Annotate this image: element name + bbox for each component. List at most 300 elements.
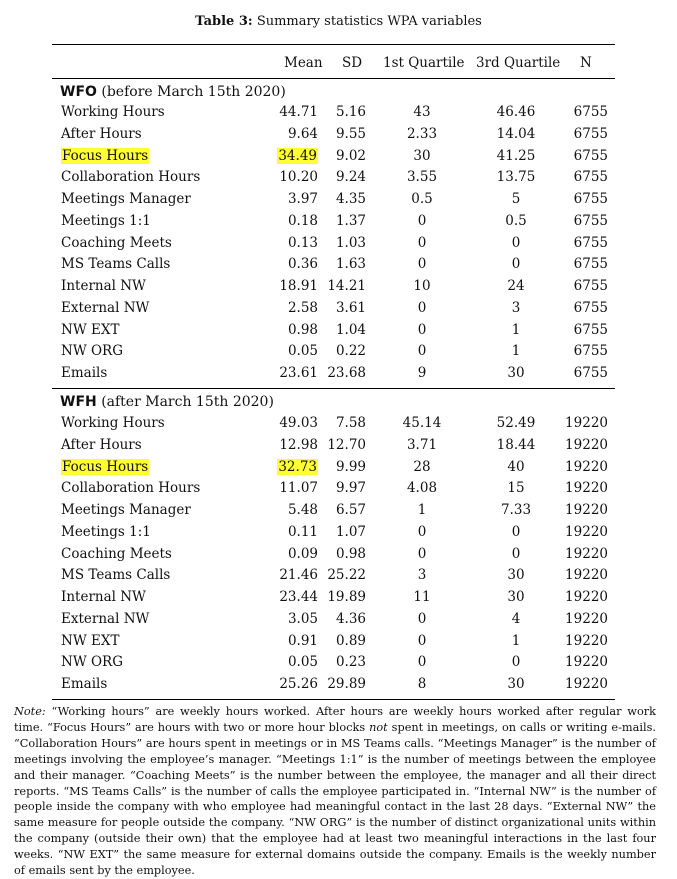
cell-label-text: Meetings 1:1: [61, 212, 151, 229]
cell-q1: [380, 654, 464, 670]
cell-q1-text: 3: [417, 567, 427, 584]
cell-sd: [318, 191, 366, 207]
cell-q1-text: 10: [413, 278, 431, 294]
cell-sd-text: 7.58: [335, 415, 366, 431]
cell-mean-text: 0.18: [287, 212, 318, 229]
cell-label: [61, 322, 119, 338]
cell-sd: [318, 365, 366, 381]
cell-label-text: Coaching Meets: [61, 545, 172, 562]
cell-mean-text: 32.73: [278, 458, 317, 475]
cell-sd: [318, 126, 366, 142]
table-row: [0, 278, 677, 300]
cell-q1-text: 3.71: [406, 436, 438, 453]
cell-q1: [380, 343, 464, 359]
cell-mean: [270, 343, 318, 359]
cell-mean: [270, 365, 318, 381]
cell-mean: [270, 654, 318, 670]
cell-q3: [474, 546, 558, 562]
cell-q1: [380, 322, 464, 338]
cell-sd-text: 12.70: [327, 436, 366, 453]
cell-label: [61, 191, 191, 207]
cell-q3: [474, 235, 558, 251]
cell-sd: [318, 148, 366, 164]
cell-label-text: Meetings 1:1: [61, 523, 151, 540]
cell-label: [61, 437, 142, 453]
cell-n-text: 6755: [573, 256, 608, 273]
cell-n: [560, 169, 608, 185]
cell-sd-text: 5.16: [335, 104, 366, 120]
cell-sd-text: 0.22: [335, 343, 366, 360]
cell-q1-text: 4.08: [406, 480, 438, 497]
cell-n-text: 6755: [573, 234, 608, 251]
cell-label-text: Emails: [61, 365, 108, 381]
cell-q3-text: 13.75: [496, 169, 536, 186]
cell-q1-text: 0.5: [411, 191, 433, 207]
table-note: [14, 704, 656, 879]
cell-sd-text: 0.98: [335, 545, 366, 562]
cell-label-text: Meetings Manager: [61, 191, 191, 207]
cell-q3: [474, 589, 558, 605]
cell-n: [560, 365, 608, 381]
table-row: [0, 633, 677, 655]
cell-mean-text: 44.71: [279, 104, 318, 120]
cell-n: [560, 676, 608, 692]
cell-mean-text: 23.44: [279, 589, 318, 605]
cell-q1-text: 0: [417, 545, 427, 562]
cell-n: [560, 213, 608, 229]
cell-q3-text: 0: [511, 256, 521, 273]
cell-n-text: 19220: [565, 589, 608, 605]
table-row: [0, 415, 677, 437]
cell-sd-text: 25.22: [327, 567, 366, 584]
cell-q3-text: 5: [511, 191, 521, 207]
cell-label-text: Coaching Meets: [61, 234, 172, 251]
section-divider-rule: [52, 388, 615, 389]
cell-sd-text: 1.04: [335, 321, 366, 338]
cell-q1-text: 0: [417, 299, 427, 316]
cell-mean-text: 0.09: [287, 545, 318, 562]
cell-sd-text: 9.55: [335, 125, 366, 142]
cell-mean-text: 0.36: [287, 256, 318, 273]
cell-label: [61, 654, 123, 670]
cell-n-text: 19220: [565, 610, 608, 627]
cell-n: [560, 126, 608, 142]
cell-sd: [318, 343, 366, 359]
cell-label: [61, 633, 119, 649]
cell-q1: [380, 415, 464, 431]
table-row: [0, 300, 677, 322]
section-title-wfo-rest: (before March 15th 2020): [101, 84, 286, 100]
cell-label-text: Internal NW: [61, 278, 146, 294]
table-row: [0, 104, 677, 126]
cell-q3-text: 0.5: [505, 212, 527, 229]
cell-q3: [474, 256, 558, 272]
cell-q1-text: 43: [413, 104, 431, 120]
cell-q1: [380, 502, 464, 518]
cell-sd-text: 3.61: [335, 299, 366, 316]
note-not-emphasis: not: [369, 720, 388, 734]
cell-sd-text: 9.02: [335, 147, 366, 164]
cell-q3-text: 30: [507, 365, 525, 381]
cell-mean: [270, 676, 318, 692]
cell-n: [560, 654, 608, 670]
cell-label: [61, 676, 107, 692]
cell-mean: [270, 235, 318, 251]
cell-q3: [474, 300, 558, 316]
cell-q3: [474, 343, 558, 359]
cell-sd-text: 4.36: [335, 610, 366, 627]
cell-sd-text: 0.89: [335, 632, 366, 649]
cell-sd: [318, 415, 366, 431]
cell-sd-text: 1.07: [335, 523, 366, 540]
cell-q3-text: 0: [511, 545, 521, 562]
cell-q3-text: 15: [507, 480, 525, 497]
cell-q1: [380, 480, 464, 496]
cell-q3: [474, 213, 558, 229]
cell-q1-text: 0: [417, 234, 427, 251]
cell-n-text: 19220: [565, 415, 608, 431]
cell-label: [61, 524, 151, 540]
table-row: [0, 148, 677, 170]
cell-sd-text: 0.23: [335, 654, 366, 671]
cell-q3-text: 0: [511, 234, 521, 251]
cell-label-text: External NW: [61, 299, 150, 316]
cell-q3-text: 0: [511, 523, 521, 540]
cell-sd-text: 9.99: [335, 458, 366, 475]
cell-label: [61, 365, 107, 381]
cell-q3: [474, 415, 558, 431]
cell-mean: [270, 480, 318, 496]
cell-q3: [474, 322, 558, 338]
caption-title: Summary statistics WPA variables: [256, 14, 482, 29]
cell-mean-text: 18.91: [279, 278, 318, 294]
section-title-wfh-rest: (after March 15th 2020): [101, 394, 274, 410]
cell-mean: [270, 148, 318, 164]
cell-q1-text: 45.14: [402, 415, 442, 431]
cell-mean: [270, 567, 318, 583]
cell-q3: [474, 502, 558, 518]
cell-q3: [474, 191, 558, 207]
cell-q1-text: 2.33: [406, 125, 438, 142]
cell-label: [61, 278, 146, 294]
cell-q3: [474, 611, 558, 627]
cell-n: [560, 524, 608, 540]
cell-mean-text: 2.58: [287, 299, 318, 316]
cell-label-text: Meetings Manager: [61, 502, 191, 518]
cell-sd: [318, 169, 366, 185]
cell-mean-text: 11.07: [279, 480, 318, 497]
cell-label-text: Focus Hours: [62, 147, 149, 164]
note-text-part1: “Working hours” are weekly hours worked. After hours are weekly hours worked after regular work time. “Focus Hours” are hours with two or more hour blocks: [14, 705, 656, 734]
cell-sd: [318, 322, 366, 338]
cell-sd: [318, 524, 366, 540]
cell-q1-text: 3.55: [406, 169, 438, 186]
cell-n-text: 6755: [573, 169, 608, 186]
cell-q3: [474, 365, 558, 381]
cell-q3-text: 1: [511, 343, 521, 360]
cell-q3-text: 1: [511, 321, 521, 338]
cell-mean-text: 0.05: [287, 343, 318, 360]
cell-n: [560, 343, 608, 359]
cell-mean-text: 23.61: [279, 365, 318, 381]
cell-q3-text: 30: [507, 676, 525, 692]
cell-q1: [380, 169, 464, 185]
cell-label-text: Working Hours: [61, 104, 165, 120]
cell-sd: [318, 480, 366, 496]
cell-mean: [270, 437, 318, 453]
cell-mean-text: 3.97: [287, 191, 318, 207]
cell-sd: [318, 437, 366, 453]
cell-q3-text: 3: [511, 299, 521, 316]
cell-label: [61, 343, 123, 359]
cell-q1-text: 0: [417, 523, 427, 540]
cell-n: [560, 459, 608, 475]
cell-sd: [318, 104, 366, 120]
table-row: [0, 459, 677, 481]
cell-n-text: 19220: [565, 567, 608, 584]
cell-q3: [474, 654, 558, 670]
cell-label-text: MS Teams Calls: [61, 567, 171, 584]
cell-mean: [270, 524, 318, 540]
cell-q3-text: 14.04: [496, 125, 536, 142]
cell-label-text: Collaboration Hours: [61, 480, 201, 497]
cell-sd-text: 1.37: [335, 212, 366, 229]
cell-label-text: Focus Hours: [62, 458, 149, 475]
cell-sd: [318, 654, 366, 670]
cell-sd: [318, 611, 366, 627]
cell-label: [61, 256, 170, 272]
cell-n-text: 6755: [573, 365, 608, 381]
cell-n-text: 6755: [573, 104, 608, 120]
cell-n-text: 6755: [573, 125, 608, 142]
cell-label-text: Internal NW: [61, 589, 146, 605]
cell-q1-text: 28: [413, 458, 431, 475]
cell-mean-text: 49.03: [279, 415, 318, 431]
cell-label-text: After Hours: [61, 436, 142, 453]
cell-mean-text: 0.11: [287, 523, 318, 540]
cell-q3-text: 18.44: [496, 436, 536, 453]
cell-sd: [318, 502, 366, 518]
cell-q3-text: 30: [507, 567, 525, 584]
cell-n-text: 19220: [565, 458, 608, 475]
section-title-wfo: [60, 84, 286, 100]
table-caption: [0, 14, 677, 29]
cell-q1-text: 9: [417, 365, 427, 381]
cell-n-text: 19220: [565, 545, 608, 562]
cell-label: [61, 589, 146, 605]
cell-q3: [474, 633, 558, 649]
cell-mean-text: 5.48: [287, 502, 318, 518]
cell-sd: [318, 278, 366, 294]
cell-q1-text: 8: [417, 676, 427, 692]
cell-q3: [474, 278, 558, 294]
cell-q1-text: 11: [413, 589, 431, 605]
cell-label: [61, 104, 165, 120]
cell-q3-text: 7.33: [500, 502, 532, 518]
cell-label-text: Collaboration Hours: [61, 169, 201, 186]
cell-sd-text: 9.97: [335, 480, 366, 497]
cell-mean: [270, 546, 318, 562]
cell-q1-text: 30: [413, 147, 431, 164]
cell-mean-text: 34.49: [278, 147, 317, 164]
col-header-sd: SD: [342, 55, 363, 71]
cell-q3-text: 40: [507, 458, 525, 475]
cell-mean: [270, 459, 318, 475]
top-rule: [52, 44, 615, 45]
cell-sd: [318, 567, 366, 583]
cell-sd: [318, 213, 366, 229]
caption-label: Table 3:: [195, 14, 253, 29]
cell-mean: [270, 589, 318, 605]
cell-q1-text: 0: [417, 610, 427, 627]
cell-mean-text: 21.46: [279, 567, 318, 584]
cell-n: [560, 235, 608, 251]
cell-label: [61, 567, 170, 583]
cell-sd-text: 29.89: [327, 676, 366, 692]
cell-n: [560, 589, 608, 605]
cell-q3-text: 30: [507, 589, 525, 605]
cell-n-text: 19220: [565, 676, 608, 692]
cell-q1: [380, 365, 464, 381]
cell-sd-text: 1.63: [335, 256, 366, 273]
cell-label-text: NW ORG: [61, 654, 123, 671]
cell-n-text: 19220: [565, 480, 608, 497]
cell-q1: [380, 524, 464, 540]
cell-q1: [380, 278, 464, 294]
cell-q3: [474, 524, 558, 540]
cell-sd-text: 1.03: [335, 234, 366, 251]
cell-label: [61, 502, 191, 518]
note-text-part2: spent in meetings, on calls or writing e-mails. “Collaboration Hours” are hours spent in meetings or in MS Teams calls. “Meetings Manager” is the number of meetings involving the employee’s manager. “Meetings 1:1” is the number of meetings between the employee and their manager. “Coaching Meets” is the number between the employee, the manager and all their direct reports. “MS Teams Calls” is the number of calls the employee participated in. “Internal NW” is the number of people inside the company with who employee had meaningful contact in the last 28 days. “External NW” the same measure for people outside the company. “NW ORG” is the number of distinct organizational units within the company (outside their own) that the employee had at least two meaningful interactions in the last four weeks. “NW EXT” the same measure for external domains outside the company. Emails is the weekly number of emails sent by the employee.: [14, 720, 656, 878]
cell-q1: [380, 148, 464, 164]
table-row: [0, 676, 677, 698]
table-row: [0, 524, 677, 546]
cell-label: [61, 148, 149, 164]
table-row: [0, 169, 677, 191]
cell-sd-text: 4.35: [335, 191, 366, 207]
cell-n-text: 19220: [565, 502, 608, 518]
cell-q1: [380, 676, 464, 692]
cell-n: [560, 567, 608, 583]
cell-sd-text: 19.89: [327, 589, 366, 605]
cell-sd-text: 9.24: [335, 169, 366, 186]
cell-label-text: After Hours: [61, 125, 142, 142]
cell-sd: [318, 256, 366, 272]
cell-q1-text: 1: [417, 502, 427, 518]
cell-q1: [380, 437, 464, 453]
cell-q1: [380, 213, 464, 229]
cell-n-text: 6755: [573, 278, 608, 294]
cell-n-text: 6755: [573, 299, 608, 316]
table-row: [0, 480, 677, 502]
cell-mean: [270, 300, 318, 316]
cell-q3-text: 24: [507, 278, 525, 294]
cell-mean-text: 0.13: [287, 234, 318, 251]
cell-mean: [270, 104, 318, 120]
table-row: [0, 343, 677, 365]
cell-sd: [318, 546, 366, 562]
cell-q1: [380, 256, 464, 272]
cell-label-text: NW ORG: [61, 343, 123, 360]
cell-q1: [380, 589, 464, 605]
cell-q3: [474, 459, 558, 475]
cell-q1: [380, 459, 464, 475]
table-row: [0, 546, 677, 568]
cell-n-text: 19220: [565, 654, 608, 671]
cell-label: [61, 126, 142, 142]
table-row: [0, 213, 677, 235]
cell-sd: [318, 676, 366, 692]
section-title-wfh: [60, 394, 274, 410]
cell-q1: [380, 611, 464, 627]
cell-label: [61, 459, 149, 475]
cell-label-text: NW EXT: [61, 321, 120, 338]
cell-label-text: External NW: [61, 610, 150, 627]
cell-mean: [270, 126, 318, 142]
cell-q3: [474, 567, 558, 583]
cell-n-text: 6755: [573, 147, 608, 164]
cell-q1: [380, 300, 464, 316]
cell-q1-text: 0: [417, 632, 427, 649]
cell-label-text: NW EXT: [61, 632, 120, 649]
cell-q3: [474, 126, 558, 142]
cell-n-text: 19220: [565, 632, 608, 649]
table-row: [0, 256, 677, 278]
cell-n-text: 6755: [573, 191, 608, 207]
cell-n: [560, 480, 608, 496]
cell-mean: [270, 278, 318, 294]
cell-n: [560, 278, 608, 294]
cell-n-text: 6755: [573, 212, 608, 229]
cell-n: [560, 633, 608, 649]
cell-mean-text: 9.64: [287, 125, 318, 142]
cell-n: [560, 415, 608, 431]
cell-n: [560, 148, 608, 164]
cell-q1-text: 0: [417, 256, 427, 273]
cell-q1: [380, 633, 464, 649]
cell-sd: [318, 589, 366, 605]
cell-q3-text: 4: [511, 610, 521, 627]
cell-mean-text: 0.98: [287, 321, 318, 338]
cell-q1: [380, 191, 464, 207]
cell-label: [61, 300, 149, 316]
cell-label: [61, 213, 151, 229]
cell-q3: [474, 480, 558, 496]
table-row: [0, 502, 677, 524]
cell-n: [560, 104, 608, 120]
cell-sd: [318, 300, 366, 316]
cell-q1-text: 0: [417, 321, 427, 338]
section-title-wfh-bold: WFH: [60, 394, 97, 410]
cell-sd-text: 23.68: [327, 365, 366, 381]
cell-mean: [270, 213, 318, 229]
table-row: [0, 611, 677, 633]
cell-sd-text: 14.21: [327, 278, 366, 294]
cell-n: [560, 546, 608, 562]
cell-mean-text: 10.20: [279, 169, 318, 186]
cell-label: [61, 235, 172, 251]
cell-mean: [270, 191, 318, 207]
table-row: [0, 589, 677, 611]
cell-q1-text: 0: [417, 343, 427, 360]
table-row: [0, 191, 677, 213]
cell-n: [560, 502, 608, 518]
cell-mean-text: 0.05: [287, 654, 318, 671]
cell-mean-text: 25.26: [279, 676, 318, 692]
cell-n-text: 19220: [565, 436, 608, 453]
cell-sd: [318, 459, 366, 475]
cell-q1: [380, 126, 464, 142]
